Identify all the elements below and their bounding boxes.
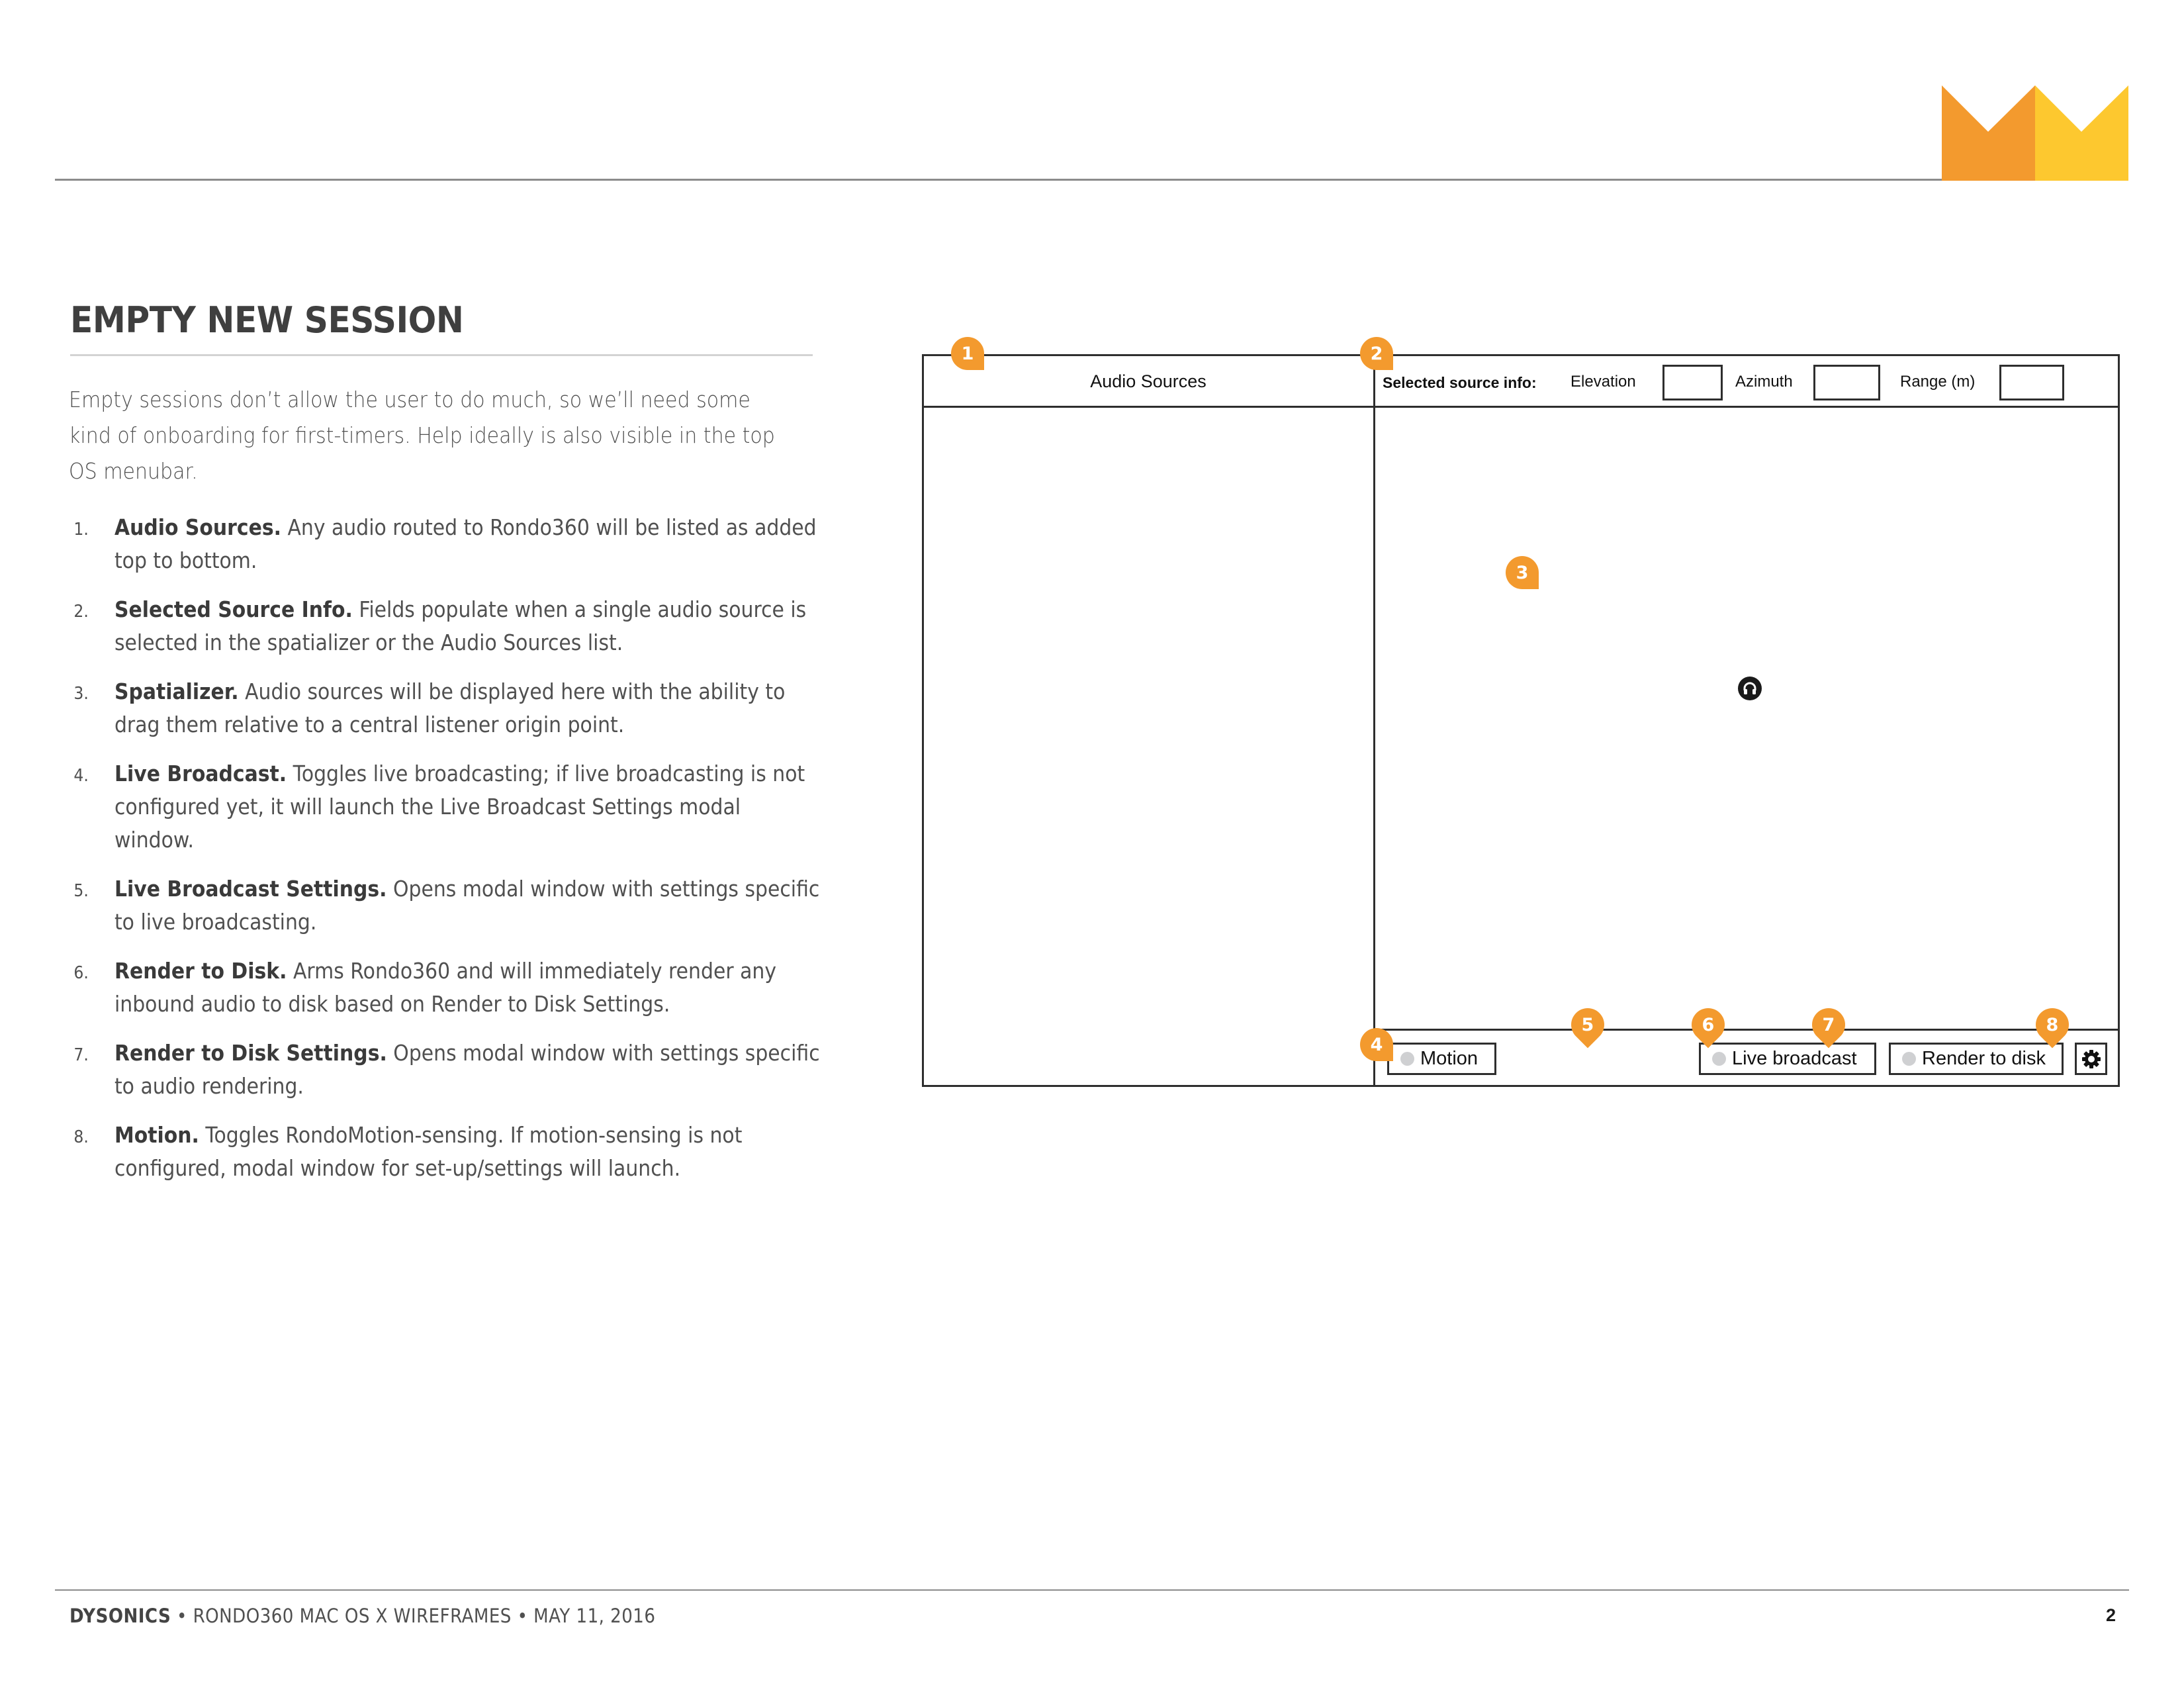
list-term: Spatializer. — [114, 679, 239, 704]
audio-sources-header: Audio Sources — [1090, 371, 1206, 391]
footer-separator: • — [177, 1605, 187, 1627]
range-label: Range (m) — [1900, 373, 1976, 391]
live-broadcast-status-dot — [1712, 1052, 1726, 1066]
motion-status-dot — [1400, 1052, 1414, 1066]
list-number: 3. — [73, 684, 89, 704]
list-text: Arms Rondo360 and will immediately render any inbound audio to disk based on Render to Disk Settings. — [114, 958, 776, 1017]
list-item — [70, 511, 825, 577]
render-status-dot — [1902, 1052, 1916, 1066]
list-text: Any audio routed to Rondo360 will be listed as added top to bottom. — [114, 514, 817, 573]
list-term: Selected Source Info. — [114, 596, 353, 622]
listener-origin[interactable] — [1738, 677, 1762, 700]
feature-list — [70, 511, 825, 1201]
title-divider — [70, 354, 813, 356]
render-to-disk-button[interactable] — [1889, 1043, 2064, 1075]
list-number: 4. — [73, 766, 89, 786]
list-text: Audio sources will be displayed here with the ability to drag them relative to a central listener origin point. — [114, 679, 786, 737]
footer-doc-title: RONDO360 MAC OS X WIREFRAMES — [193, 1605, 512, 1627]
toolbar-divider — [1373, 1029, 2120, 1031]
dysonics-logo-icon — [1942, 85, 2128, 181]
list-number: 8. — [73, 1127, 89, 1147]
page-number: 2 — [2106, 1605, 2116, 1625]
page-title: EMPTY NEW SESSION — [70, 299, 464, 341]
list-item — [70, 1037, 825, 1103]
elevation-label: Elevation — [1570, 373, 1636, 391]
selected-source-label: Selected source info: — [1383, 374, 1537, 391]
list-item — [70, 593, 825, 659]
footer-caption — [69, 1605, 655, 1627]
annotation-badge-5: 5 — [1565, 1002, 1612, 1049]
list-term: Render to Disk. — [114, 958, 287, 984]
list-number: 1. — [73, 520, 89, 539]
header-rule — [55, 179, 1942, 181]
list-number: 7. — [73, 1045, 89, 1065]
range-field[interactable] — [1999, 365, 2064, 400]
annotation-badge-2: 2 — [1360, 337, 1393, 370]
gear-icon — [2081, 1049, 2101, 1069]
list-number: 2. — [73, 602, 89, 622]
list-item — [70, 1119, 825, 1185]
annotation-badge-6: 6 — [1685, 1002, 1732, 1049]
annotation-badge-1: 1 — [951, 337, 984, 370]
list-item — [70, 757, 825, 857]
settings-button[interactable] — [2075, 1043, 2107, 1075]
list-term: Audio Sources. — [114, 514, 281, 540]
motion-button[interactable] — [1387, 1043, 1496, 1075]
azimuth-field[interactable] — [1813, 365, 1880, 400]
live-broadcast-button[interactable] — [1699, 1043, 1876, 1075]
list-term: Live Broadcast. — [114, 761, 287, 786]
spatializer-area[interactable] — [1375, 408, 2118, 1029]
annotation-badge-3: 3 — [1506, 556, 1539, 589]
annotation-badge-7: 7 — [1805, 1002, 1852, 1049]
logo-yellow-half — [2035, 85, 2128, 181]
list-number: 5. — [73, 881, 89, 901]
list-term: Live Broadcast Settings. — [114, 876, 387, 902]
list-text: Toggles live broadcasting; if live broadcasting is not configured yet, it will launch the Live Broadcast Settings modal window. — [114, 761, 805, 853]
annotation-badge-8: 8 — [2029, 1002, 2076, 1049]
footer-separator: • — [517, 1605, 528, 1627]
footer-brand: DYSONICS — [69, 1605, 171, 1627]
render-to-disk-label: Render to disk — [1922, 1048, 2046, 1069]
annotation-badge-4: 4 — [1360, 1028, 1393, 1061]
live-broadcast-label: Live broadcast — [1732, 1048, 1857, 1069]
intro-paragraph: Empty sessions don’t allow the user to do much, so we’ll need some kind of onboarding for first-timers. Help ideally is also visible in the top OS menubar. — [69, 387, 775, 484]
list-text: Opens modal window with settings specific to live broadcasting. — [114, 876, 820, 935]
elevation-field[interactable] — [1662, 365, 1723, 400]
list-item — [70, 675, 825, 741]
list-text: Fields populate when a single audio source is selected in the spatializer or the Audio Sources list. — [114, 596, 807, 655]
list-item — [70, 872, 825, 939]
list-term: Motion. — [114, 1122, 199, 1148]
list-term: Render to Disk Settings. — [114, 1040, 387, 1066]
audio-sources-list[interactable] — [924, 408, 1373, 1085]
list-text: Opens modal window with settings specific to audio rendering. — [114, 1040, 820, 1099]
list-text: Toggles RondoMotion-sensing. If motion-sensing is not configured, modal window for set-up/settings will launch. — [114, 1122, 743, 1181]
list-number: 6. — [73, 963, 89, 983]
azimuth-label: Azimuth — [1735, 373, 1793, 391]
footer-rule — [55, 1589, 2129, 1591]
headphones-icon — [1742, 680, 1758, 696]
motion-button-label: Motion — [1420, 1048, 1479, 1069]
logo-orange-half — [1942, 85, 2035, 181]
list-item — [70, 955, 825, 1021]
footer-date: MAY 11, 2016 — [533, 1605, 656, 1627]
